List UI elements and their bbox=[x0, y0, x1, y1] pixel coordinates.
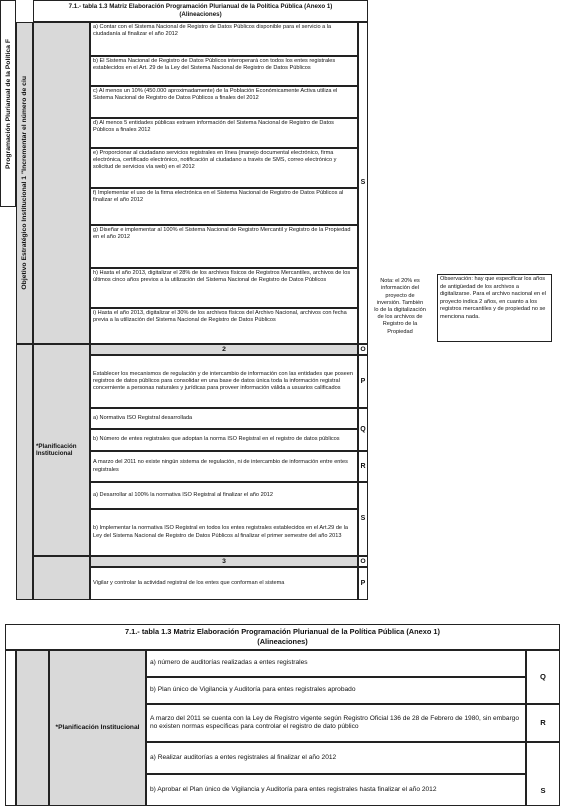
table-2-row-text: a) Realizar auditorías a entes registrales al finalizar el año 2012 bbox=[150, 753, 337, 761]
block2-row-letter: S bbox=[358, 482, 368, 556]
block3-label-cell bbox=[33, 556, 90, 600]
table-1-subtitle: (Alineaciones) bbox=[179, 11, 222, 18]
block2-number: 2 bbox=[90, 344, 358, 355]
block2-row-text: a) Normativa ISO Registral desarrollada bbox=[93, 414, 193, 421]
block2-label: *Planificación Institucional bbox=[36, 442, 77, 457]
block2-row bbox=[90, 451, 358, 482]
table-2-row-text: a) número de auditorías realizadas a entes registrales bbox=[150, 659, 308, 667]
side-label-inner-cell bbox=[16, 22, 33, 344]
block3-row-text: Vigilar y controlar la actividad registral de los entes que conforman el sistema bbox=[93, 579, 285, 586]
block2-row-text: Establecer los mecanismos de regulación y de intercambio de información con las entidades que poseen registros de datos públicos para consolidar en una base de datos única toda la información registral concerniente a personas naturales y jurídicas para proveer información válida a usuarios calificados bbox=[93, 370, 353, 392]
side-label-inner: Objetivo Estratégico Institucional 1 "Incrementar el número de ciu bbox=[21, 76, 28, 290]
block2-row bbox=[90, 482, 358, 509]
block1-item: g) Diseñar e implementar al 100% el Sistema Nacional de Registro Mercantil y Registro de la Propiedad en el año 2012 bbox=[90, 225, 358, 268]
table-2-label: *Planificación Institucional bbox=[55, 723, 140, 731]
block2-row-letter: Q bbox=[358, 408, 368, 451]
table-2-row-letter: R bbox=[526, 704, 560, 742]
table-2-row bbox=[146, 677, 526, 704]
table-2-blank-col-1 bbox=[5, 650, 16, 806]
block1-item: i) Hasta el año 2013, digitalizar el 30% de los archivos físicos del Archivo Nacional, archivos con fecha previa a la utilización del Sistema Nacional de Registro de Datos Públicos bbox=[90, 308, 358, 344]
table-2-title-cell bbox=[5, 624, 560, 650]
table-1-title-cell bbox=[33, 0, 368, 22]
block2-right-letter: O bbox=[358, 344, 368, 355]
block1-item: h) Hasta el año 2013, digitalizar el 28% de los archivos físicos de Registros Mercantiles, archivos de los últimos cinco años previos a la utilización del Sistema Nacional de Registro de Datos Públicos bbox=[90, 268, 358, 308]
table-2-row-letter: Q bbox=[526, 650, 560, 704]
block2-row-text: b) Implementar la normativa ISO Registral en todos los entes registrales establecidos en el Art.29 de la Ley del Sistema Nacional de Registro de Datos Públicos al finalizar el primer semestre del año 2013 bbox=[93, 525, 348, 539]
side-blank-column bbox=[16, 344, 33, 600]
table-2-row-text: b) Aprobar el Plan único de Vigilancia y Auditoría para entes registrales hasta finalizar el año 2012 bbox=[150, 785, 437, 793]
block2-row-letter: P bbox=[358, 355, 368, 408]
note-text: Nota: el 20% es información del proyecto de inversión. También lo de la digitalización de los archivos de Registro de la Propiedad bbox=[374, 278, 426, 335]
block3-number: 3 bbox=[90, 556, 358, 567]
block2-row-letter: R bbox=[358, 451, 368, 482]
block2-row-text: a) Desarrollar al 100% la normativa ISO Registral al finalizar el año 2012 bbox=[93, 491, 274, 498]
block2-row bbox=[90, 429, 358, 451]
block3-row-letter: P bbox=[358, 567, 368, 600]
block3-row bbox=[90, 567, 358, 600]
block3-right-letter: O bbox=[358, 556, 368, 567]
block2-row-text: b) Número de entes registrales que adoptan la norma ISO Registral en el registro de datos públicos bbox=[93, 436, 340, 443]
block1-item: f) Implementar el uso de la firma electrónica en el Sistema Nacional de Registro de Datos Públicos al finalizar el año 2012 bbox=[90, 188, 358, 225]
table-2-row-text: A marzo del 2011 se cuenta con la Ley de Registro vigente según Registro Oficial 136 de 28 de Febrero de 1980, sin embargo no existen normas específicas para controlar el registro de dato público bbox=[150, 714, 519, 730]
table-2-row-letter: S bbox=[526, 742, 560, 806]
table-1-title: 7.1.- tabla 1.3 Matriz Elaboración Programación Plurianual de la Política Pública (Anexo 1) bbox=[68, 3, 333, 10]
table-2-row-text: b) Plan único de Vigilancia y Auditoría para entes registrales aprobado bbox=[150, 686, 356, 694]
block2-label-cell bbox=[33, 344, 90, 556]
block2-row-text: A marzo del 2011 no existe ningún sistema de regulación, ni de intercambio de información entre entes registrales bbox=[93, 459, 348, 473]
table-2-row bbox=[146, 774, 526, 806]
block1-item: c) Al menos un 10% (450.000 aproximadamente) de la Población Económicamente Activa utiliza el Sistema Nacional de Registro de Datos Públicos a finales del 2012 bbox=[90, 86, 358, 118]
block1-item: b) El Sistema Nacional de Registro de Datos Públicos interoperará con todos los entes registrales establecidos en el Art. 29 de la Ley del Sistema Nacional de Registro de Datos Públicos bbox=[90, 56, 358, 86]
block1-letter: S bbox=[358, 22, 368, 344]
table-2-row bbox=[146, 704, 526, 742]
observation-box: Observación: hay que especificar los años de antigüedad de los archivos a digitalizarse. Para el archivo nacional en el proyecto indica 2 años, en cuanto a los registros mercantiles y de propiedad no se menciona nada. bbox=[437, 274, 552, 342]
block2-row bbox=[90, 355, 358, 408]
block1-item: e) Proporcionar al ciudadano servicios registrales en línea (manejo documental electrónico, firma electrónica, certificado electrónico, notificación al ciudadano a través de SMS, correo electrónico y solicitud de servicios vía web) en el 2012 bbox=[90, 148, 358, 188]
side-label-outer: Programación Plurianual de la Política F bbox=[4, 38, 12, 169]
table-2-row bbox=[146, 650, 526, 677]
table-2-row bbox=[146, 742, 526, 774]
table-2-label-cell bbox=[49, 650, 146, 806]
block1-item: d) Al menos 5 entidades públicas extraen información del Sistema Nacional de Registro de Datos Públicos a finales 2012 bbox=[90, 118, 358, 148]
table-2-title: 7.1.- tabla 1.3 Matriz Elaboración Programación Plurianual de la Política Pública (Anexo 1) bbox=[124, 627, 440, 636]
block2-row bbox=[90, 509, 358, 556]
table-2-blank-col-2 bbox=[16, 650, 49, 806]
table-2-subtitle: (Alineaciones) bbox=[257, 637, 308, 646]
side-label-outer-cell bbox=[0, 0, 16, 207]
block1-label-cell bbox=[33, 22, 90, 344]
block1-item: a) Contar con el Sistema Nacional de Registro de Datos Públicos disponible para el servicio a la ciudadanía al finalizar el año 2012 bbox=[90, 22, 358, 56]
block2-row bbox=[90, 408, 358, 429]
